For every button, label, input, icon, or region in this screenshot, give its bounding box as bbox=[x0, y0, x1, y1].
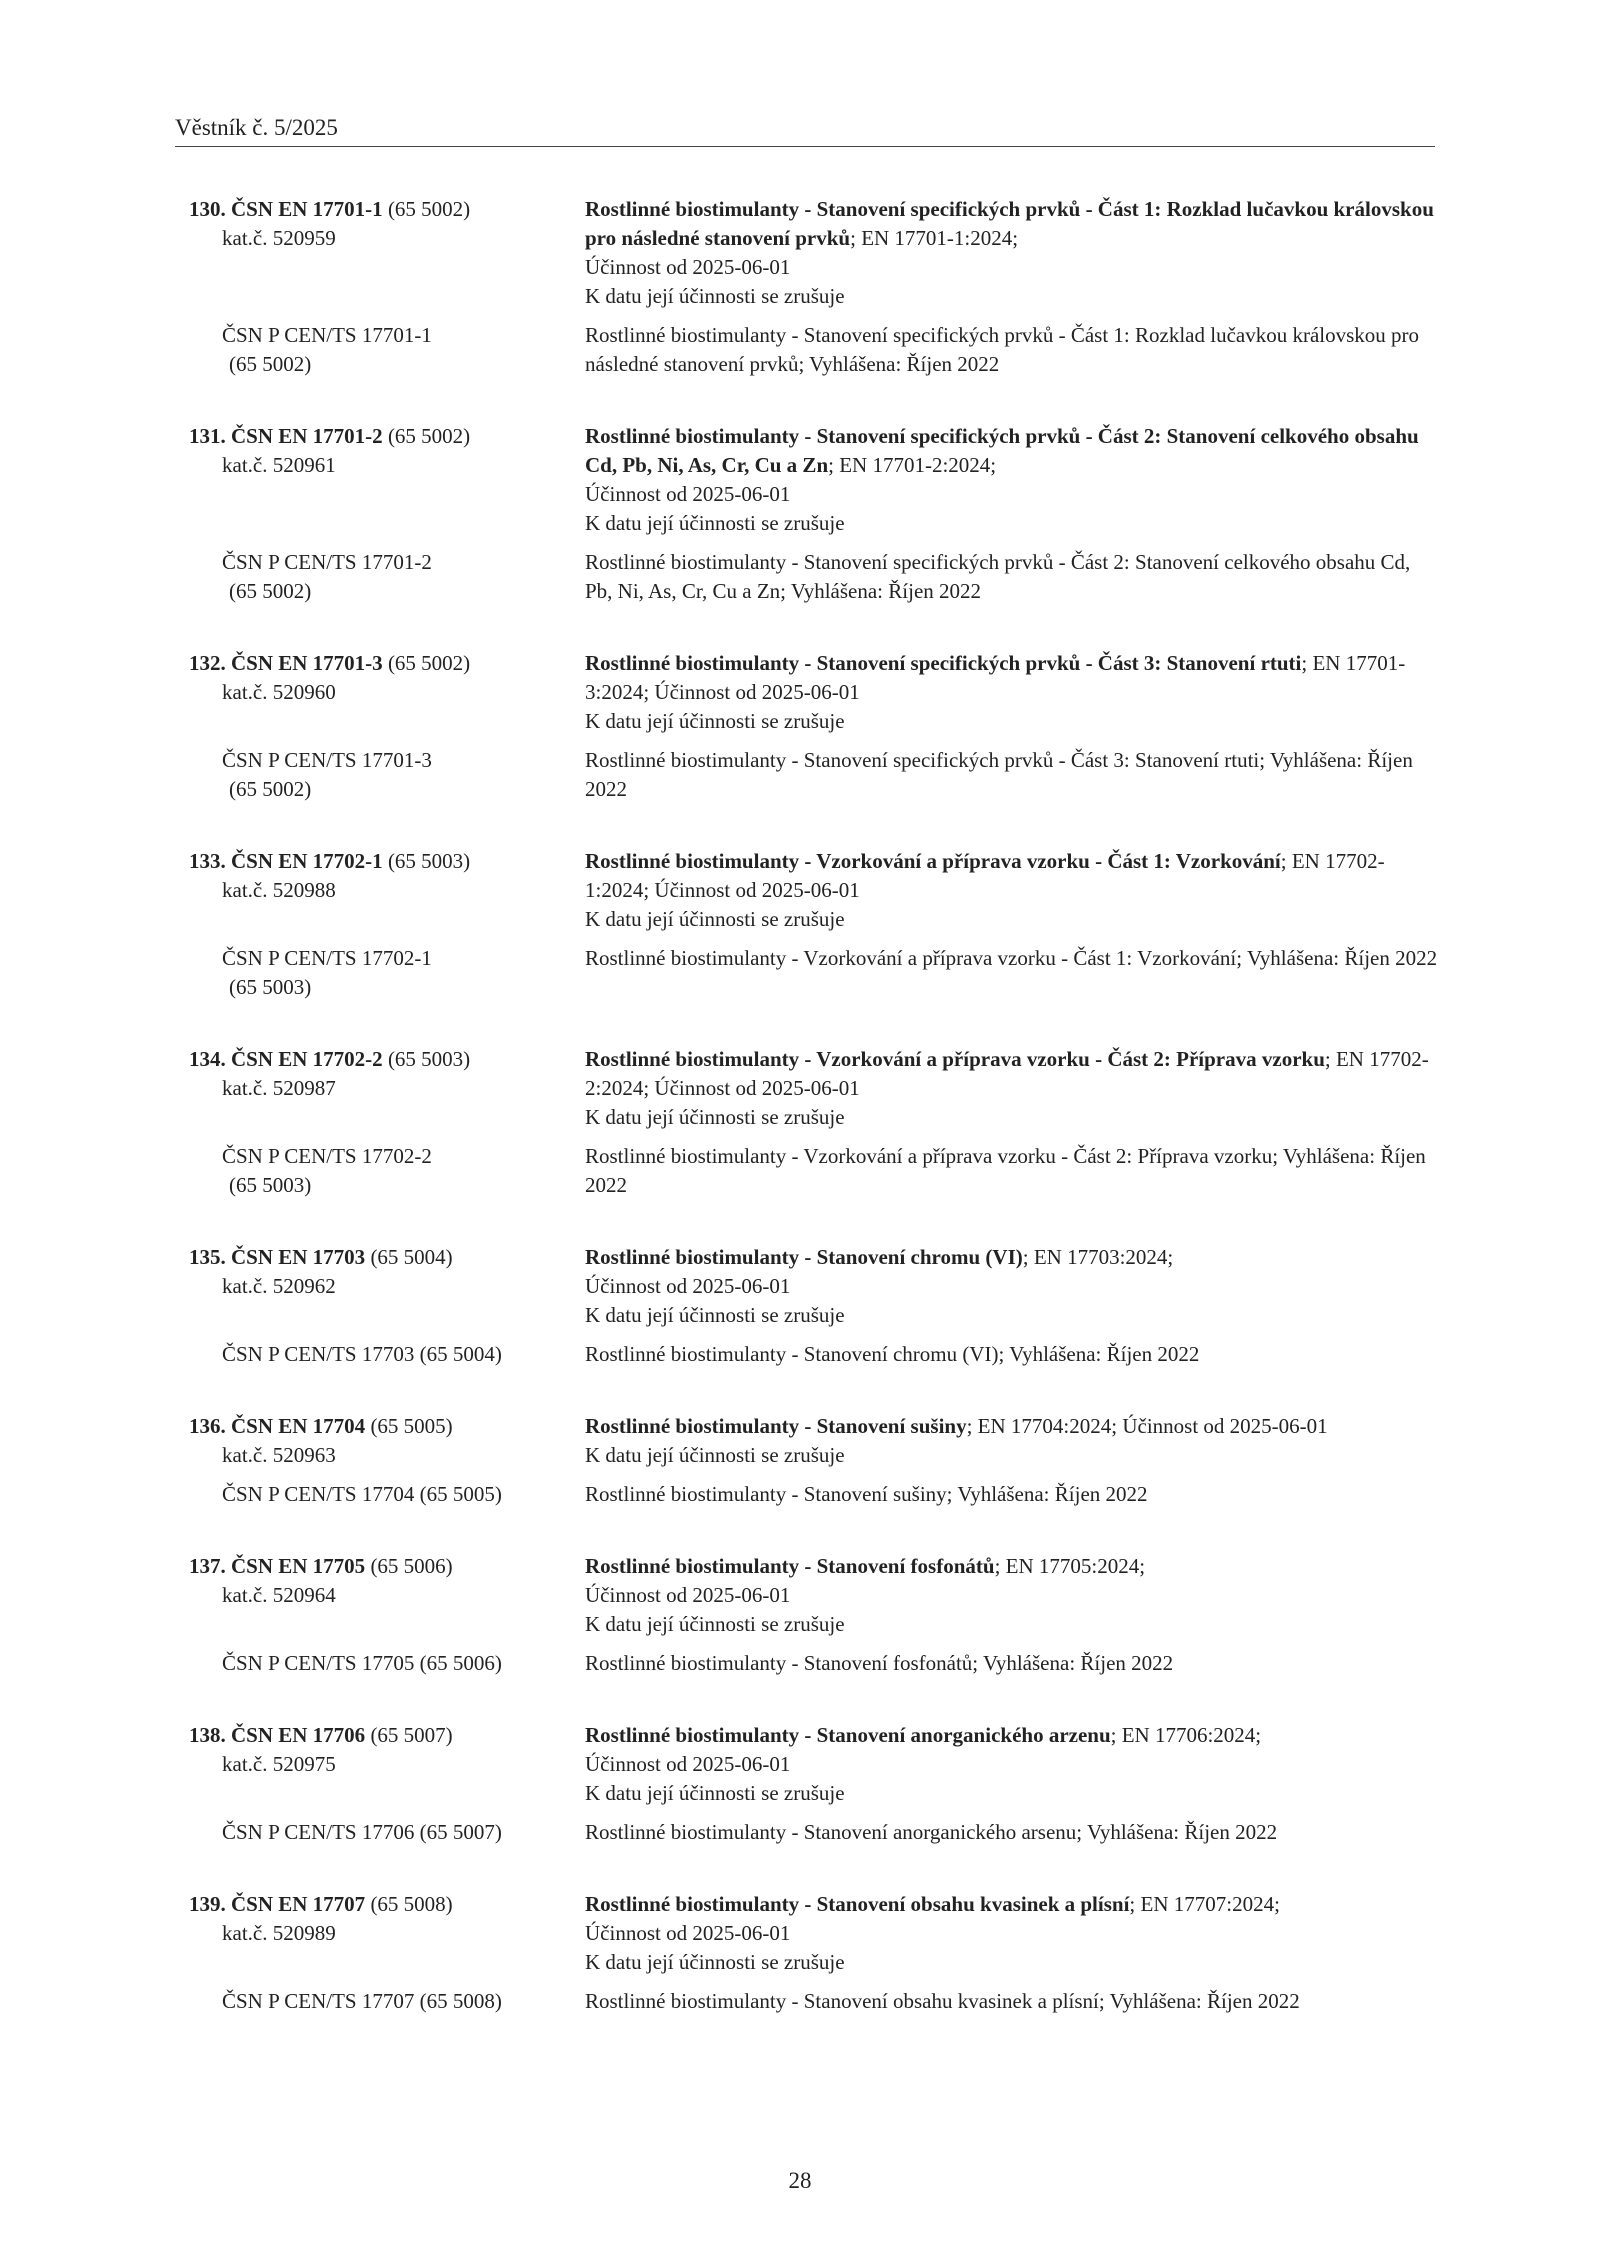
replaced-standard-code: ČSN P CEN/TS 17703 (65 5004) bbox=[222, 1342, 502, 1366]
effective-date: Účinnost od 2025-06-01 bbox=[585, 1274, 791, 1298]
replaced-class-code: (65 5003) bbox=[229, 975, 312, 999]
effective-date: Účinnost od 2025-06-01 bbox=[585, 1921, 791, 1945]
catalog-number: kat.č. 520962 bbox=[222, 1274, 336, 1298]
replaced-class-code: (65 5002) bbox=[229, 777, 312, 801]
class-code: (65 5002) bbox=[387, 197, 471, 221]
replaced-identifier bbox=[175, 548, 585, 606]
replaced-identifier bbox=[175, 746, 585, 804]
journal-title: Věstník č. 5/2025 bbox=[175, 115, 338, 140]
standard-identifier bbox=[175, 649, 585, 736]
standard-title: Rostlinné biostimulanty - Stanovení specifických prvků - Část 2: Stanovení celkového obsahu Cd, Pb, Ni, As, Cr, Cu a Zn bbox=[585, 424, 1419, 477]
replaced-standard-code: ČSN P CEN/TS 17707 (65 5008) bbox=[222, 1989, 502, 2013]
cancellation-note: K datu její účinnosti se zrušuje bbox=[585, 1105, 845, 1129]
standard-description bbox=[585, 847, 1440, 934]
new-standard-row bbox=[175, 1412, 1440, 1470]
class-code: (65 5003) bbox=[387, 1047, 471, 1071]
standard-title: Rostlinné biostimulanty - Stanovení fosfonátů bbox=[585, 1554, 995, 1578]
standard-entry bbox=[175, 1721, 1440, 1847]
standard-identifier bbox=[175, 195, 585, 311]
catalog-number: kat.č. 520988 bbox=[222, 878, 336, 902]
catalog-number: kat.č. 520964 bbox=[222, 1583, 336, 1607]
class-code: (65 5002) bbox=[387, 651, 471, 675]
replaced-standard-code: ČSN P CEN/TS 17706 (65 5007) bbox=[222, 1820, 502, 1844]
entry-number: 135. bbox=[189, 1245, 226, 1269]
replaced-standard-row bbox=[175, 1340, 1440, 1369]
standard-entry bbox=[175, 1552, 1440, 1678]
standard-entry bbox=[175, 649, 1440, 804]
entry-number: 133. bbox=[189, 849, 226, 873]
standard-code: ČSN EN 17703 bbox=[231, 1245, 366, 1269]
standard-identifier bbox=[175, 1243, 585, 1330]
replaced-standard-code: ČSN P CEN/TS 17701-2 bbox=[222, 550, 432, 574]
new-standard-row bbox=[175, 649, 1440, 736]
entry-number: 131. bbox=[189, 424, 226, 448]
standard-title: Rostlinné biostimulanty - Vzorkování a příprava vzorku - Část 1: Vzorkování bbox=[585, 849, 1281, 873]
cancellation-note: K datu její účinnosti se zrušuje bbox=[585, 1612, 845, 1636]
cancellation-note: K datu její účinnosti se zrušuje bbox=[585, 709, 845, 733]
entry-number: 138. bbox=[189, 1723, 226, 1747]
replaced-title: Rostlinné biostimulanty - Stanovení chromu (VI); Vyhlášena: Říjen 2022 bbox=[585, 1342, 1200, 1366]
standard-description bbox=[585, 195, 1440, 311]
standard-code: ČSN EN 17705 bbox=[231, 1554, 366, 1578]
replaced-class-code: (65 5002) bbox=[229, 579, 312, 603]
standard-identifier bbox=[175, 1890, 585, 1977]
replaced-standard-row bbox=[175, 1987, 1440, 2016]
cancellation-note: K datu její účinnosti se zrušuje bbox=[585, 284, 845, 308]
standard-entry bbox=[175, 1243, 1440, 1369]
cancellation-note: K datu její účinnosti se zrušuje bbox=[585, 511, 845, 535]
entry-number: 130. bbox=[189, 197, 226, 221]
standard-details: ; EN 17701-1:2024; bbox=[850, 226, 1019, 250]
new-standard-row bbox=[175, 1890, 1440, 1977]
replaced-title: Rostlinné biostimulanty - Stanovení specifických prvků - Část 2: Stanovení celkového obsahu Cd, Pb, Ni, As, Cr, Cu a Zn; Vyhlášena: Říjen 2022 bbox=[585, 550, 1411, 603]
standard-description bbox=[585, 1412, 1440, 1470]
standard-title: Rostlinné biostimulanty - Stanovení specifických prvků - Část 1: Rozklad lučavkou královskou pro následné stanovení prvků bbox=[585, 197, 1434, 250]
replaced-standard-row bbox=[175, 746, 1440, 804]
standard-details: ; EN 17704:2024; Účinnost od 2025-06-01 bbox=[966, 1414, 1328, 1438]
standard-entry bbox=[175, 1412, 1440, 1509]
replaced-standard-row bbox=[175, 1142, 1440, 1200]
standard-entry bbox=[175, 1045, 1440, 1200]
class-code: (65 5006) bbox=[370, 1554, 453, 1578]
standard-code: ČSN EN 17704 bbox=[231, 1414, 366, 1438]
replaced-identifier bbox=[175, 944, 585, 1002]
standard-title: Rostlinné biostimulanty - Stanovení obsahu kvasinek a plísní bbox=[585, 1892, 1130, 1916]
standard-description bbox=[585, 1243, 1440, 1330]
catalog-number: kat.č. 520959 bbox=[222, 226, 336, 250]
standard-code: ČSN EN 17702-2 bbox=[231, 1047, 383, 1071]
replaced-title: Rostlinné biostimulanty - Stanovení anorganického arsenu; Vyhlášena: Říjen 2022 bbox=[585, 1820, 1278, 1844]
replaced-title: Rostlinné biostimulanty - Stanovení specifických prvků - Část 1: Rozklad lučavkou královskou pro následné stanovení prvků; Vyhlášena: Říjen 2022 bbox=[585, 323, 1420, 376]
standard-details: ; EN 17706:2024; bbox=[1110, 1723, 1262, 1747]
page-number: 28 bbox=[788, 2168, 812, 2193]
standard-entry bbox=[175, 422, 1440, 606]
replaced-standard-row bbox=[175, 548, 1440, 606]
standard-code: ČSN EN 17701-2 bbox=[231, 424, 383, 448]
standard-details: ; EN 17703:2024; bbox=[1022, 1245, 1174, 1269]
entry-number: 137. bbox=[189, 1554, 226, 1578]
standard-title: Rostlinné biostimulanty - Vzorkování a příprava vzorku - Část 2: Příprava vzorku bbox=[585, 1047, 1325, 1071]
standard-details: ; EN 17702-1:2024; Účinnost od 2025-06-01 bbox=[585, 849, 1385, 902]
replaced-identifier bbox=[175, 1340, 585, 1369]
catalog-number: kat.č. 520987 bbox=[222, 1076, 336, 1100]
replaced-title: Rostlinné biostimulanty - Stanovení sušiny; Vyhlášena: Říjen 2022 bbox=[585, 1482, 1148, 1506]
replaced-title: Rostlinné biostimulanty - Vzorkování a příprava vzorku - Část 2: Příprava vzorku; Vyhlášena: Říjen 2022 bbox=[585, 1144, 1426, 1197]
replaced-identifier bbox=[175, 1987, 585, 2016]
standard-description bbox=[585, 1890, 1440, 1977]
standard-details: ; EN 17702-2:2024; Účinnost od 2025-06-01 bbox=[585, 1047, 1429, 1100]
standard-details: ; EN 17705:2024; bbox=[994, 1554, 1146, 1578]
effective-date: Účinnost od 2025-06-01 bbox=[585, 255, 791, 279]
entry-number: 134. bbox=[189, 1047, 226, 1071]
standard-identifier bbox=[175, 1045, 585, 1132]
class-code: (65 5008) bbox=[370, 1892, 453, 1916]
standard-details: ; EN 17701-2:2024; bbox=[828, 453, 997, 477]
cancellation-note: K datu její účinnosti se zrušuje bbox=[585, 1303, 845, 1327]
replaced-standard-code: ČSN P CEN/TS 17705 (65 5006) bbox=[222, 1651, 502, 1675]
standard-description bbox=[585, 649, 1440, 736]
standard-title: Rostlinné biostimulanty - Stanovení sušiny bbox=[585, 1414, 967, 1438]
standard-title: Rostlinné biostimulanty - Stanovení anorganického arzenu bbox=[585, 1723, 1111, 1747]
class-code: (65 5005) bbox=[370, 1414, 453, 1438]
standard-details: ; EN 17707:2024; bbox=[1129, 1892, 1280, 1916]
replaced-standard-row bbox=[175, 1818, 1440, 1847]
replaced-identifier bbox=[175, 1818, 585, 1847]
cancellation-note: K datu její účinnosti se zrušuje bbox=[585, 1443, 845, 1467]
standard-code: ČSN EN 17702-1 bbox=[231, 849, 383, 873]
replaced-identifier bbox=[175, 1649, 585, 1678]
new-standard-row bbox=[175, 1243, 1440, 1330]
replaced-title: Rostlinné biostimulanty - Stanovení fosfonátů; Vyhlášena: Říjen 2022 bbox=[585, 1651, 1174, 1675]
standard-entry bbox=[175, 847, 1440, 1002]
cancellation-note: K datu její účinnosti se zrušuje bbox=[585, 907, 845, 931]
standard-identifier bbox=[175, 1412, 585, 1470]
new-standard-row bbox=[175, 1552, 1440, 1639]
cancellation-note: K datu její účinnosti se zrušuje bbox=[585, 1950, 845, 1974]
new-standard-row bbox=[175, 847, 1440, 934]
standard-title: Rostlinné biostimulanty - Stanovení chromu (VI) bbox=[585, 1245, 1023, 1269]
new-standard-row bbox=[175, 1045, 1440, 1132]
replaced-standard-row bbox=[175, 1480, 1440, 1509]
replaced-standard-row bbox=[175, 944, 1440, 1002]
standard-code: ČSN EN 17701-1 bbox=[231, 197, 383, 221]
catalog-number: kat.č. 520989 bbox=[222, 1921, 336, 1945]
replaced-class-code: (65 5003) bbox=[229, 1173, 312, 1197]
standards-list bbox=[175, 195, 1440, 2059]
class-code: (65 5002) bbox=[387, 424, 471, 448]
catalog-number: kat.č. 520960 bbox=[222, 680, 336, 704]
replaced-identifier bbox=[175, 1480, 585, 1509]
replaced-standard-row bbox=[175, 1649, 1440, 1678]
replaced-standard-code: ČSN P CEN/TS 17704 (65 5005) bbox=[222, 1482, 502, 1506]
replaced-title: Rostlinné biostimulanty - Stanovení obsahu kvasinek a plísní; Vyhlášena: Říjen 2022 bbox=[585, 1989, 1300, 2013]
effective-date: Účinnost od 2025-06-01 bbox=[585, 482, 791, 506]
standard-details: ; EN 17701-3:2024; Účinnost od 2025-06-01 bbox=[585, 651, 1406, 704]
catalog-number: kat.č. 520961 bbox=[222, 453, 336, 477]
class-code: (65 5007) bbox=[370, 1723, 453, 1747]
entry-number: 139. bbox=[189, 1892, 226, 1916]
replaced-standard-code: ČSN P CEN/TS 17702-2 bbox=[222, 1144, 432, 1168]
standard-title: Rostlinné biostimulanty - Stanovení specifických prvků - Část 3: Stanovení rtuti bbox=[585, 651, 1302, 675]
effective-date: Účinnost od 2025-06-01 bbox=[585, 1752, 791, 1776]
replaced-class-code: (65 5002) bbox=[229, 352, 312, 376]
replaced-standard-row bbox=[175, 321, 1440, 379]
replaced-identifier bbox=[175, 321, 585, 379]
new-standard-row bbox=[175, 422, 1440, 538]
catalog-number: kat.č. 520963 bbox=[222, 1443, 336, 1467]
standard-code: ČSN EN 17707 bbox=[231, 1892, 366, 1916]
standard-identifier bbox=[175, 847, 585, 934]
class-code: (65 5004) bbox=[370, 1245, 453, 1269]
page-header bbox=[175, 112, 1435, 147]
standard-description bbox=[585, 1721, 1440, 1808]
standard-entry bbox=[175, 195, 1440, 379]
standard-description bbox=[585, 1045, 1440, 1132]
entry-number: 136. bbox=[189, 1414, 226, 1438]
replaced-title: Rostlinné biostimulanty - Stanovení specifických prvků - Část 3: Stanovení rtuti; Vyhlášena: Říjen 2022 bbox=[585, 748, 1413, 801]
entry-number: 132. bbox=[189, 651, 226, 675]
standard-code: ČSN EN 17701-3 bbox=[231, 651, 383, 675]
replaced-standard-code: ČSN P CEN/TS 17701-1 bbox=[222, 323, 432, 347]
standard-description bbox=[585, 1552, 1440, 1639]
cancellation-note: K datu její účinnosti se zrušuje bbox=[585, 1781, 845, 1805]
replaced-identifier bbox=[175, 1142, 585, 1200]
standard-identifier bbox=[175, 422, 585, 538]
new-standard-row bbox=[175, 1721, 1440, 1808]
replaced-standard-code: ČSN P CEN/TS 17702-1 bbox=[222, 946, 432, 970]
standard-identifier bbox=[175, 1721, 585, 1808]
standard-description bbox=[585, 422, 1440, 538]
class-code: (65 5003) bbox=[387, 849, 471, 873]
effective-date: Účinnost od 2025-06-01 bbox=[585, 1583, 791, 1607]
replaced-standard-code: ČSN P CEN/TS 17701-3 bbox=[222, 748, 432, 772]
standard-code: ČSN EN 17706 bbox=[231, 1723, 366, 1747]
catalog-number: kat.č. 520975 bbox=[222, 1752, 336, 1776]
new-standard-row bbox=[175, 195, 1440, 311]
replaced-title: Rostlinné biostimulanty - Vzorkování a příprava vzorku - Část 1: Vzorkování; Vyhlášena: Říjen 2022 bbox=[585, 946, 1438, 970]
standard-identifier bbox=[175, 1552, 585, 1639]
standard-entry bbox=[175, 1890, 1440, 2016]
